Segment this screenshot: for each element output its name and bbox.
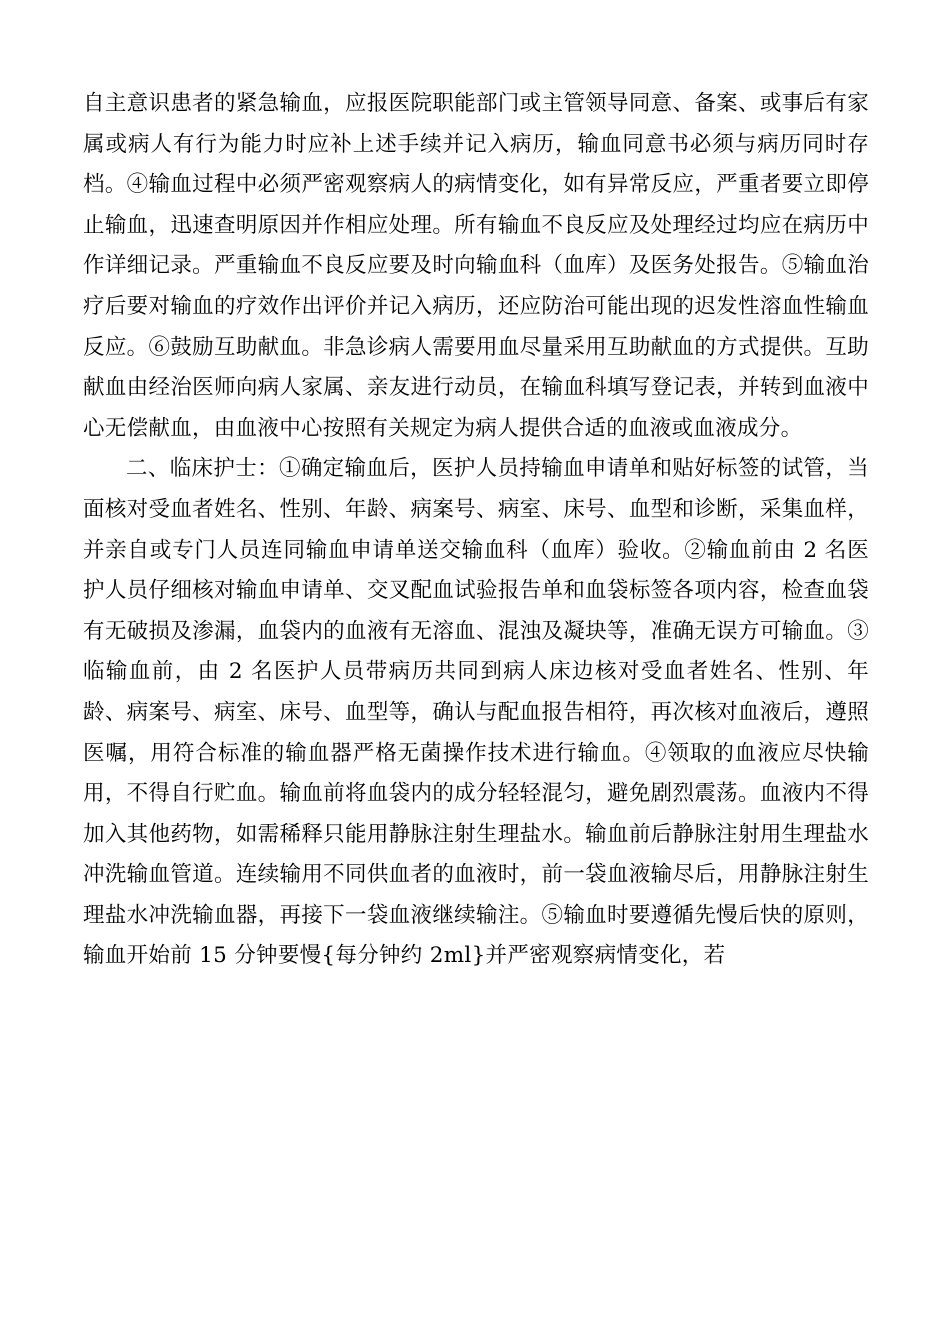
- paragraph-clinical-nurse: 二、临床护士：①确定输血后，医护人员持输血申请单和贴好标签的试管，当面核对受血者姓名、性别、年龄、病案号、病室、床号、血型和诊断，采集血样，并亲自或专门人员连同输血申请单送交输血科（血库）验收。②输血前由 2 名医护人员仔细核对输血申请单、交叉配血试验报告单和血袋标签各项内容，检查血袋有无破损及渗漏，血袋内的血液有无溶血、混浊及凝块等，准确无误方可输血。③临输血前，由 2 名医护人员带病历共同到病人床边核对受血者姓名、性别、年龄、病案号、病室、床号、血型等，确认与配血报告相符，再次核对血液后，遵照医嘱，用符合标准的输血器严格无菌操作技术进行输血。④领取的血液应尽快输用，不得自行贮血。输血前将血袋内的成分轻轻混匀，避免剧烈震荡。血液内不得加入其他药物，如需稀释只能用静脉注射生理盐水。输血前后静脉注射用生理盐水冲洗输血管道。连续输用不同供血者的血液时，前一袋血液输尽后，用静脉注射生理盐水冲洗输血器，再接下一袋血液继续输注。⑤输血时要遵循先慢后快的原则，输血开始前 15 分钟要慢{每分钟约 2ml}并严密观察病情变化，若: [83, 456, 869, 969]
- document-page: [83, 84, 869, 977]
- paragraph-continuation: 自主意识患者的紧急输血，应报医院职能部门或主管领导同意、备案、或事后有家属或病人有行为能力时应补上述手续并记入病历，输血同意书必须与病历同时存档。④输血过程中必须严密观察病人的病情变化，如有异常反应，严重者要立即停止输血，迅速查明原因并作相应处理。所有输血不良反应及处理经过均应在病历中作详细记录。严重输血不良反应要及时向输血科（血库）及医务处报告。⑤输血治疗后要对输血的疗效作出评价并记入病历，还应防治可能出现的迟发性溶血性输血反应。⑥鼓励互助献血。非急诊病人需要用血尽量采用互助献血的方式提供。互助献血由经治医师向病人家属、亲友进行动员，在输血科填写登记表，并转到血液中心无偿献血，由血液中心按照有关规定为病人提供合适的血液或血液成分。: [83, 91, 869, 441]
